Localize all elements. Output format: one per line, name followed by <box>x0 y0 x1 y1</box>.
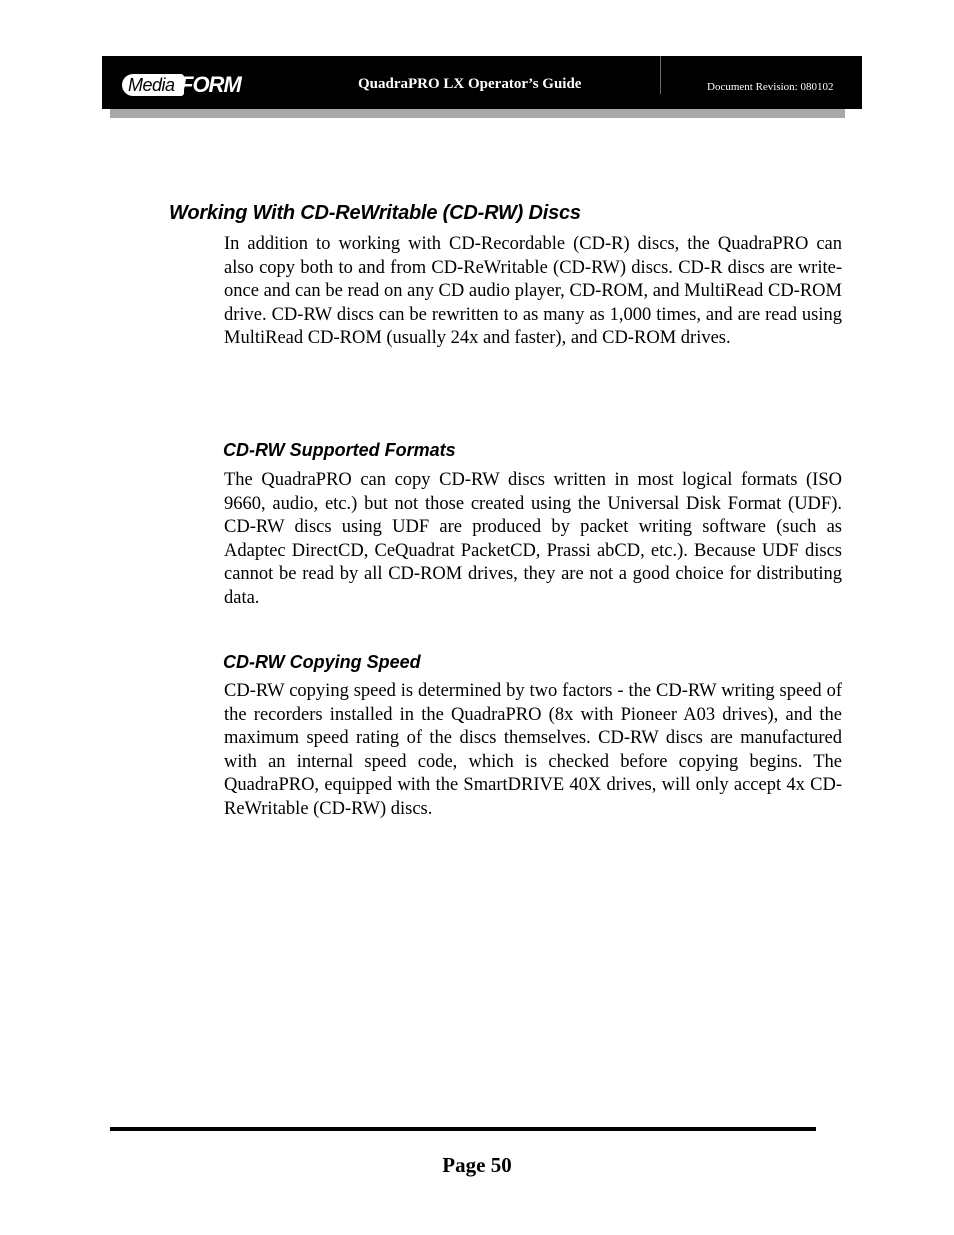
section-heading-supported-formats: CD-RW Supported Formats <box>223 440 456 460</box>
section-body-supported-formats: The QuadraPRO can copy CD-RW discs written in most logical formats (ISO 9660, audio, etc.) but not those created using the Universal Disk Format (UDF). CD-RW discs using UDF are produced by packet writing software (such as Adaptec DirectCD, CeQuadrat PacketCD, Prassi abCD, etc.). Because UDF discs cannot be read by all CD-ROM drives, they are not a good choice for distributing data. <box>224 470 842 608</box>
section-body-copying-speed: CD-RW copying speed is determined by two factors - the CD-RW writing speed of the recorders installed in the QuadraPRO (8x with Pioneer A03 drives), and the maximum speed rating of the discs themselves. CD-RW discs are manufactured with an internal speed code, which is checked before copying begins. The QuadraPRO, equipped with the SmartDRIVE 40X drives, will only accept 4x CD-ReWritable (CD-RW) discs. <box>224 681 842 819</box>
header-banner <box>102 56 862 109</box>
page-number: Page 50 <box>442 1153 512 1177</box>
document-title: QuadraPRO LX Operator’s Guide <box>358 76 582 92</box>
logo-media-text: Media <box>128 75 175 95</box>
mediaform-logo <box>122 70 254 100</box>
section-heading-cd-rw-discs: Working With CD-ReWritable (CD-RW) Discs <box>169 202 581 224</box>
document-revision: Document Revision: 080102 <box>707 81 834 93</box>
footer-rule <box>110 1127 816 1131</box>
section-heading-copying-speed: CD-RW Copying Speed <box>223 652 421 672</box>
header-divider <box>660 56 661 94</box>
logo-form-text: FORM <box>180 72 241 97</box>
section-body-cd-rw-discs: In addition to working with CD-Recordable (CD-R) discs, the QuadraPRO can also copy both to and from CD-ReWritable (CD-RW) discs. CD-R discs are write-once and can be read on any CD audio player, CD-ROM, and MultiRead CD-ROM drive. CD-RW discs can be rewritten to as many as 1,000 times, and are read using MultiRead CD-ROM (usually 24x and faster), and CD-ROM drives. <box>224 234 842 349</box>
